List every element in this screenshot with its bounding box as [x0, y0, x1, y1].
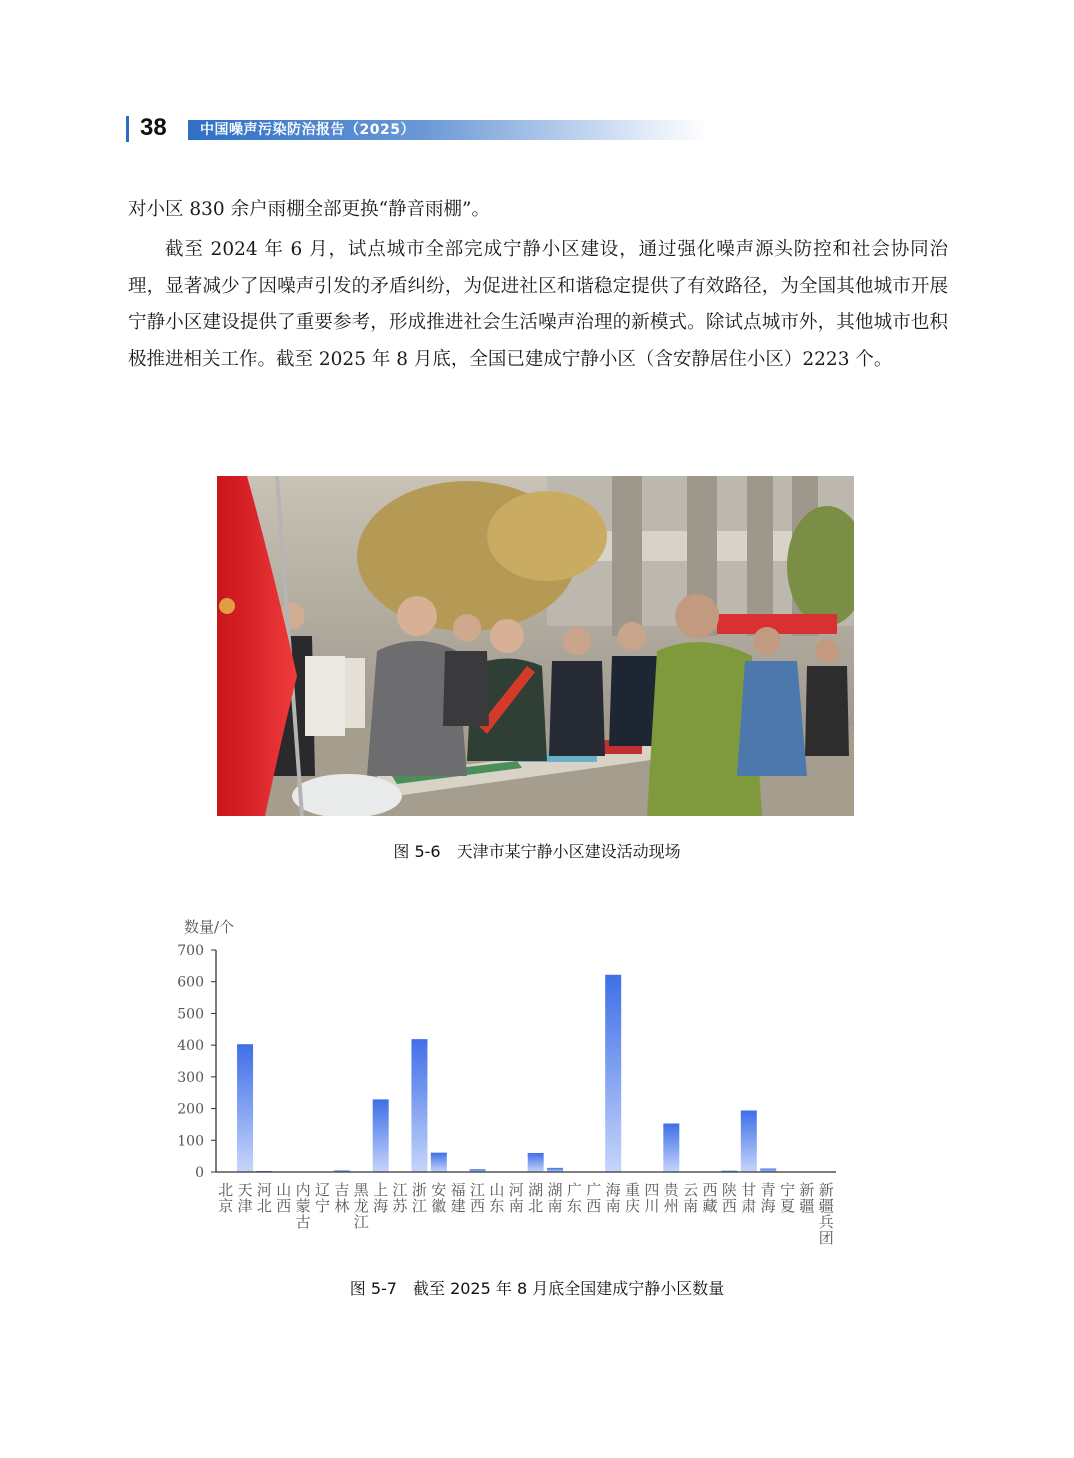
x-tick-label: 云南: [683, 1181, 699, 1215]
bar-chart: [170, 910, 870, 1255]
x-tick-label: 河南: [508, 1181, 524, 1215]
x-tick-label: 甘肃: [741, 1181, 757, 1215]
y-tick-label: 500: [177, 1006, 204, 1023]
x-tick-label: 河北: [256, 1181, 272, 1215]
x-tick-label: 湖北: [528, 1181, 544, 1215]
x-tick-label: 江西: [470, 1181, 486, 1215]
y-tick-label: 600: [177, 974, 204, 991]
x-tick-label: 湖南: [547, 1181, 563, 1215]
report-title: 中国噪声污染防治报告（2025）: [200, 122, 415, 138]
x-tick-label: 天津: [237, 1181, 253, 1215]
x-tick-label: 内蒙古: [295, 1181, 311, 1231]
figure-5-6-caption: 图 5-6 天津市某宁静小区建设活动现场: [393, 842, 681, 861]
figure-5-7-caption: 图 5-7 截至 2025 年 8 月底全国建成宁静小区数量: [349, 1279, 725, 1298]
y-axis-label: 数量/个: [184, 918, 235, 936]
bar-甘肃: [741, 1110, 757, 1172]
bar-湖北: [528, 1153, 544, 1172]
x-tick-label: 北京: [218, 1181, 234, 1215]
x-tick-label: 宁夏: [780, 1181, 796, 1215]
x-tick-label: 四川: [644, 1181, 660, 1215]
x-tick-label: 黑龙江: [353, 1181, 369, 1231]
bar-天津: [237, 1044, 253, 1172]
x-tick-label: 吉林: [334, 1181, 350, 1215]
x-tick-label: 福建: [450, 1181, 466, 1215]
x-tick-label: 辽宁: [315, 1181, 331, 1215]
x-tick-label: 山东: [489, 1181, 505, 1215]
header-accent-bar: [126, 116, 129, 142]
y-tick-label: 700: [177, 943, 204, 959]
bar-安徽: [431, 1153, 447, 1172]
x-tick-label: 浙江: [411, 1181, 427, 1215]
bar-上海: [373, 1099, 389, 1172]
x-tick-label: 广西: [586, 1181, 602, 1215]
x-tick-label: 山西: [276, 1181, 292, 1215]
y-tick-label: 100: [177, 1133, 204, 1150]
x-tick-label: 贵州: [663, 1181, 679, 1215]
header-title-band: [188, 120, 708, 140]
y-tick-label: 300: [177, 1069, 204, 1086]
x-tick-label: 新疆: [799, 1181, 815, 1215]
bar-贵州: [663, 1123, 679, 1172]
x-tick-label: 海南: [605, 1181, 621, 1215]
x-tick-label: 江苏: [392, 1181, 408, 1215]
paragraph-2: 截至 2024 年 6 月，试点城市全部完成宁静小区建设，通过强化噪声源头防控和社会协同治理，显著减少了因噪声引发的矛盾纠纷，为促进社区和谐稳定提供了有效路径，为全国其他城市开展宁静小区建设提供了重要参考，形成推进社会生活噪声治理的新模式。除试点城市外，其他城市也积极推进相关工作。截至 2025 年 8 月底，全国已建成宁静小区（含安静居住小区）2223 个。: [128, 239, 948, 370]
y-tick-label: 400: [177, 1038, 204, 1055]
y-tick-label: 200: [177, 1101, 204, 1118]
x-tick-label: 重庆: [625, 1181, 641, 1215]
x-tick-label: 安徽: [431, 1181, 447, 1215]
x-tick-label: 上海: [373, 1181, 389, 1215]
page-header: [126, 116, 726, 142]
y-tick-label: 0: [195, 1165, 204, 1181]
paragraph-1: 对小区 830 余户雨棚全部更换“静音雨棚”。: [128, 199, 490, 220]
bar-海南: [605, 975, 621, 1172]
page-number: 38: [140, 114, 167, 141]
event-photo: [217, 476, 854, 816]
x-tick-label: 新疆兵团: [818, 1181, 834, 1247]
x-tick-label: 青海: [760, 1181, 776, 1215]
bar-浙江: [411, 1039, 427, 1172]
x-tick-label: 陕西: [721, 1181, 737, 1215]
x-tick-label: 广东: [566, 1181, 582, 1215]
x-tick-label: 西藏: [702, 1181, 718, 1215]
